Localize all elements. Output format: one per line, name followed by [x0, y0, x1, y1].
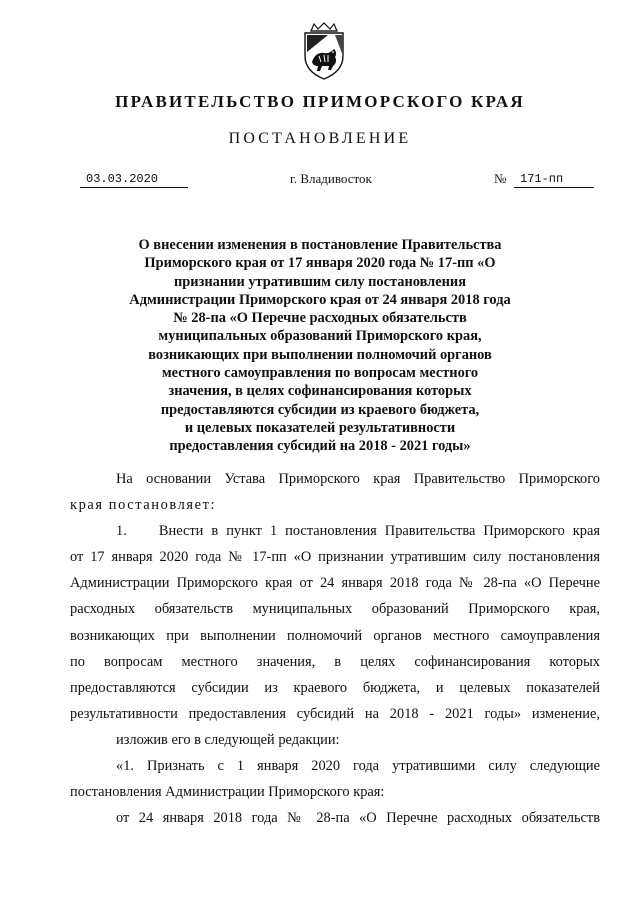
body-line: «1. Признать с 1 января 2020 года утратившими силу следующие	[116, 758, 600, 775]
coat-of-arms-icon	[297, 22, 351, 80]
body-line: предоставляются субсидии из краевого бюджета, и целевых показателей	[70, 679, 600, 696]
document-city: г. Владивосток	[290, 171, 372, 186]
heading-line: муниципальных образований Приморского края,	[158, 328, 482, 345]
document-body	[70, 466, 600, 831]
heading-line: значения, в целях софинансирования которых	[168, 383, 472, 400]
heading-line: признании утратившим силу постановления	[174, 273, 466, 290]
heading-line: О внесении изменения в постановление Правительства	[138, 237, 502, 253]
body-line: Администрации Приморского края от 24 января 2018 года № 28-па «О Перечне	[70, 575, 600, 592]
body-line: постановления Администрации Приморского края:	[70, 784, 385, 801]
heading-line: предоставляются субсидии из краевого бюджета,	[160, 401, 480, 418]
body-line: края постановляет:	[70, 497, 217, 514]
heading-line: местного самоуправления по вопросам местного	[161, 365, 479, 382]
document-type: ПОСТАНОВЛЕНИЕ	[228, 130, 412, 147]
body-line: На основании Устава Приморского края Правительство Приморского	[116, 471, 600, 487]
heading-line: и целевых показателей результативности	[184, 419, 456, 436]
number-sign: №	[494, 171, 507, 186]
body-line: от 24 января 2018 года № 28-па «О Перечне расходных обязательств	[116, 810, 600, 827]
government-title: ПРАВИТЕЛЬСТВО ПРИМОРСКОГО КРАЯ	[115, 92, 525, 111]
heading-line: № 28-па «О Перечне расходных обязательств	[173, 310, 467, 327]
document-heading	[100, 236, 540, 456]
heading-line: возникающих при выполнении полномочий органов	[148, 346, 492, 363]
document-number: 171-пп	[514, 172, 594, 188]
heading-line: Администрации Приморского края от 24 января 2018 года	[129, 291, 511, 308]
body-line: изложив его в следующей редакции:	[116, 731, 340, 748]
body-line: расходных обязательств муниципальных образований Приморского края,	[70, 601, 600, 618]
heading-line: Приморского края от 17 января 2020 года № 17-пп «О	[144, 255, 496, 272]
body-line: результативности предоставления субсидий на 2018 - 2021 годы» изменение,	[70, 705, 600, 722]
document-date: 03.03.2020	[80, 172, 188, 188]
body-line: возникающих при выполнении полномочий органов местного самоуправления	[70, 627, 600, 644]
body-line: 1. Внести в пункт 1 постановления Правительства Приморского края	[116, 523, 600, 540]
body-line: от 17 января 2020 года № 17-пп «О признании утратившим силу постановления	[70, 549, 600, 566]
body-line: по вопросам местного значения, в целях софинансирования которых	[70, 653, 600, 670]
heading-line: предоставления субсидий на 2018 - 2021 годы»	[169, 438, 471, 455]
